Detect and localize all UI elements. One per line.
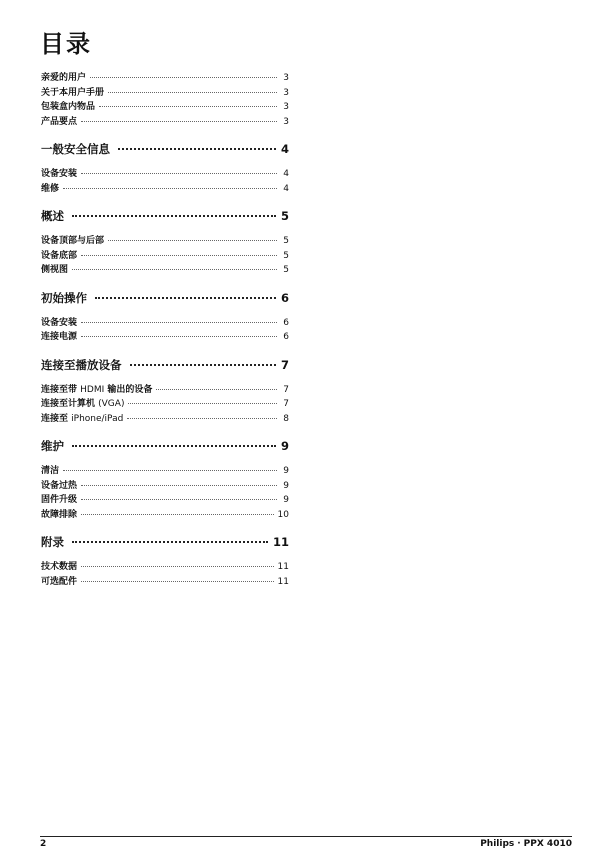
toc-entry-label-part: 输出的设备 — [104, 384, 153, 395]
toc-entry-label: 技术数据 — [41, 562, 78, 572]
toc-entry[interactable] — [41, 559, 289, 574]
toc-entry[interactable] — [41, 574, 289, 589]
toc-section-title: 初始操作 — [41, 290, 87, 305]
toc-section-heading[interactable] — [41, 208, 289, 227]
toc-entry[interactable] — [41, 507, 289, 522]
dot-leader — [81, 513, 274, 515]
dot-leader — [130, 363, 276, 366]
toc-entry-label-latin: iPhone/iPad — [71, 413, 124, 424]
toc-entry-page: 7 — [283, 399, 289, 409]
toc-entry[interactable] — [41, 396, 289, 411]
toc-entry-label: 侧视图 — [41, 265, 69, 275]
toc-section-page: 6 — [280, 290, 289, 305]
toc-entry-label — [41, 396, 124, 409]
toc-entry-label-latin: (VGA) — [98, 399, 125, 409]
toc-entry-page: 4 — [283, 183, 289, 194]
footer-brand-name: Philips — [480, 839, 515, 849]
dot-leader — [81, 335, 277, 337]
toc-entry-label: 故障排除 — [41, 509, 78, 520]
dot-leader — [81, 254, 277, 256]
toc-entry-label: 设备底部 — [41, 250, 78, 261]
toc-entry[interactable] — [41, 70, 289, 85]
toc-entry-page: 3 — [283, 87, 289, 98]
dot-leader — [99, 105, 277, 107]
dot-leader — [108, 91, 277, 93]
toc-section-title: 概述 — [41, 209, 64, 223]
page-title: 目录 — [40, 30, 92, 58]
toc-section — [41, 438, 289, 521]
toc-section — [41, 290, 289, 344]
toc-entry-page: 9 — [283, 495, 289, 505]
toc-section-page: 7 — [280, 357, 289, 372]
toc-entry-label: 设备安装 — [41, 169, 78, 179]
toc-section — [41, 141, 289, 195]
toc-entry-page: 4 — [283, 169, 289, 179]
dot-leader — [81, 565, 274, 567]
toc-entry[interactable] — [41, 85, 289, 100]
dot-leader — [127, 417, 277, 419]
toc-section-page: 4 — [280, 142, 289, 156]
dot-leader — [81, 321, 277, 323]
dot-leader — [81, 484, 277, 486]
toc-entry-page: 6 — [283, 317, 289, 328]
toc-entry-page: 5 — [283, 250, 289, 261]
toc-entry-label-part: 连接至带 — [41, 384, 81, 395]
toc-entry-label: 设备顶部与后部 — [41, 236, 105, 246]
table-of-contents — [41, 70, 289, 601]
toc-entry-page: 8 — [283, 413, 289, 424]
toc-section-page: 5 — [280, 209, 289, 223]
footer-model: PPX 4010 — [523, 839, 572, 849]
footer-page-number: 2 — [40, 839, 47, 849]
dot-leader — [63, 469, 277, 471]
dot-leader — [72, 444, 276, 447]
dot-leader — [81, 498, 277, 500]
toc-entry-page: 11 — [277, 576, 289, 587]
toc-entry-page: 5 — [283, 236, 289, 246]
dot-leader — [81, 580, 274, 582]
toc-entry-page: 5 — [283, 265, 289, 275]
toc-entry[interactable] — [41, 262, 289, 277]
toc-entry[interactable] — [41, 478, 289, 493]
dot-leader — [95, 296, 276, 299]
toc-section-heading[interactable] — [41, 141, 289, 160]
toc-section-title: 一般安全信息 — [41, 142, 110, 156]
toc-section-heading[interactable] — [41, 534, 289, 553]
dot-leader — [72, 214, 276, 217]
toc-entry-page: 9 — [283, 466, 289, 476]
toc-entry[interactable] — [41, 315, 289, 330]
toc-entry[interactable] — [41, 114, 289, 129]
toc-entry-label-part: 连接至 — [41, 413, 72, 424]
toc-entry-label: 固件升级 — [41, 495, 78, 505]
dot-leader — [128, 402, 277, 404]
dot-leader — [156, 388, 277, 390]
footer-brand — [480, 839, 572, 849]
toc-section-title: 附录 — [41, 535, 64, 549]
dot-leader — [81, 172, 277, 174]
toc-entry-label: 可选配件 — [41, 576, 78, 587]
page-footer — [40, 836, 572, 849]
toc-section — [41, 534, 289, 588]
toc-entry-page: 3 — [283, 73, 289, 83]
toc-entry[interactable] — [41, 99, 289, 114]
toc-section-title: 维护 — [41, 439, 64, 453]
toc-section — [41, 357, 289, 426]
toc-section — [41, 208, 289, 277]
toc-entry-label: 设备安装 — [41, 317, 78, 328]
toc-entry-label: 连接电源 — [41, 332, 78, 342]
dot-leader — [63, 187, 277, 189]
dot-leader — [90, 76, 277, 78]
toc-entry-page: 9 — [283, 480, 289, 491]
toc-section-heading[interactable] — [41, 357, 289, 376]
toc-entry-page: 11 — [277, 562, 289, 572]
toc-section-title: 连接至播放设备 — [41, 357, 122, 372]
toc-entry-label: 维修 — [41, 183, 60, 194]
toc-entry-label: 关于本用户手册 — [41, 87, 105, 98]
toc-entry[interactable] — [41, 463, 289, 478]
toc-intro-group — [41, 70, 289, 128]
toc-entry-label: 设备过热 — [41, 480, 78, 491]
toc-entry-page: 3 — [283, 102, 289, 112]
toc-section-page: 9 — [280, 439, 289, 453]
toc-entry-page: 6 — [283, 332, 289, 342]
toc-entry[interactable] — [41, 411, 289, 426]
toc-entry-label — [41, 411, 123, 424]
toc-entry[interactable] — [41, 233, 289, 248]
toc-entry-label: 亲爱的用户 — [41, 73, 87, 83]
toc-entry-label — [41, 382, 152, 395]
toc-entry-label-latin: HDMI — [80, 384, 105, 395]
toc-section-heading[interactable] — [41, 290, 289, 309]
toc-entry-page: 7 — [283, 384, 289, 395]
toc-entry[interactable] — [41, 166, 289, 181]
toc-entry-label: 产品要点 — [41, 116, 78, 127]
toc-entry[interactable] — [41, 382, 289, 397]
toc-entry[interactable] — [41, 492, 289, 507]
toc-entry[interactable] — [41, 329, 289, 344]
toc-entry-label: 清洁 — [41, 466, 60, 476]
toc-entry-label-part: 连接至计算机 — [41, 399, 99, 409]
toc-entry[interactable] — [41, 181, 289, 196]
dot-leader — [81, 120, 277, 122]
dot-leader — [72, 540, 268, 543]
footer-separator: · — [517, 839, 521, 849]
toc-entry-page: 3 — [283, 116, 289, 127]
toc-entry-page: 10 — [277, 509, 289, 520]
toc-section-heading[interactable] — [41, 438, 289, 457]
dot-leader — [118, 147, 276, 150]
dot-leader — [72, 268, 277, 270]
toc-entry-label: 包装盒内物品 — [41, 102, 96, 112]
toc-entry[interactable] — [41, 248, 289, 263]
toc-section-page: 11 — [272, 535, 289, 549]
dot-leader — [108, 239, 277, 241]
